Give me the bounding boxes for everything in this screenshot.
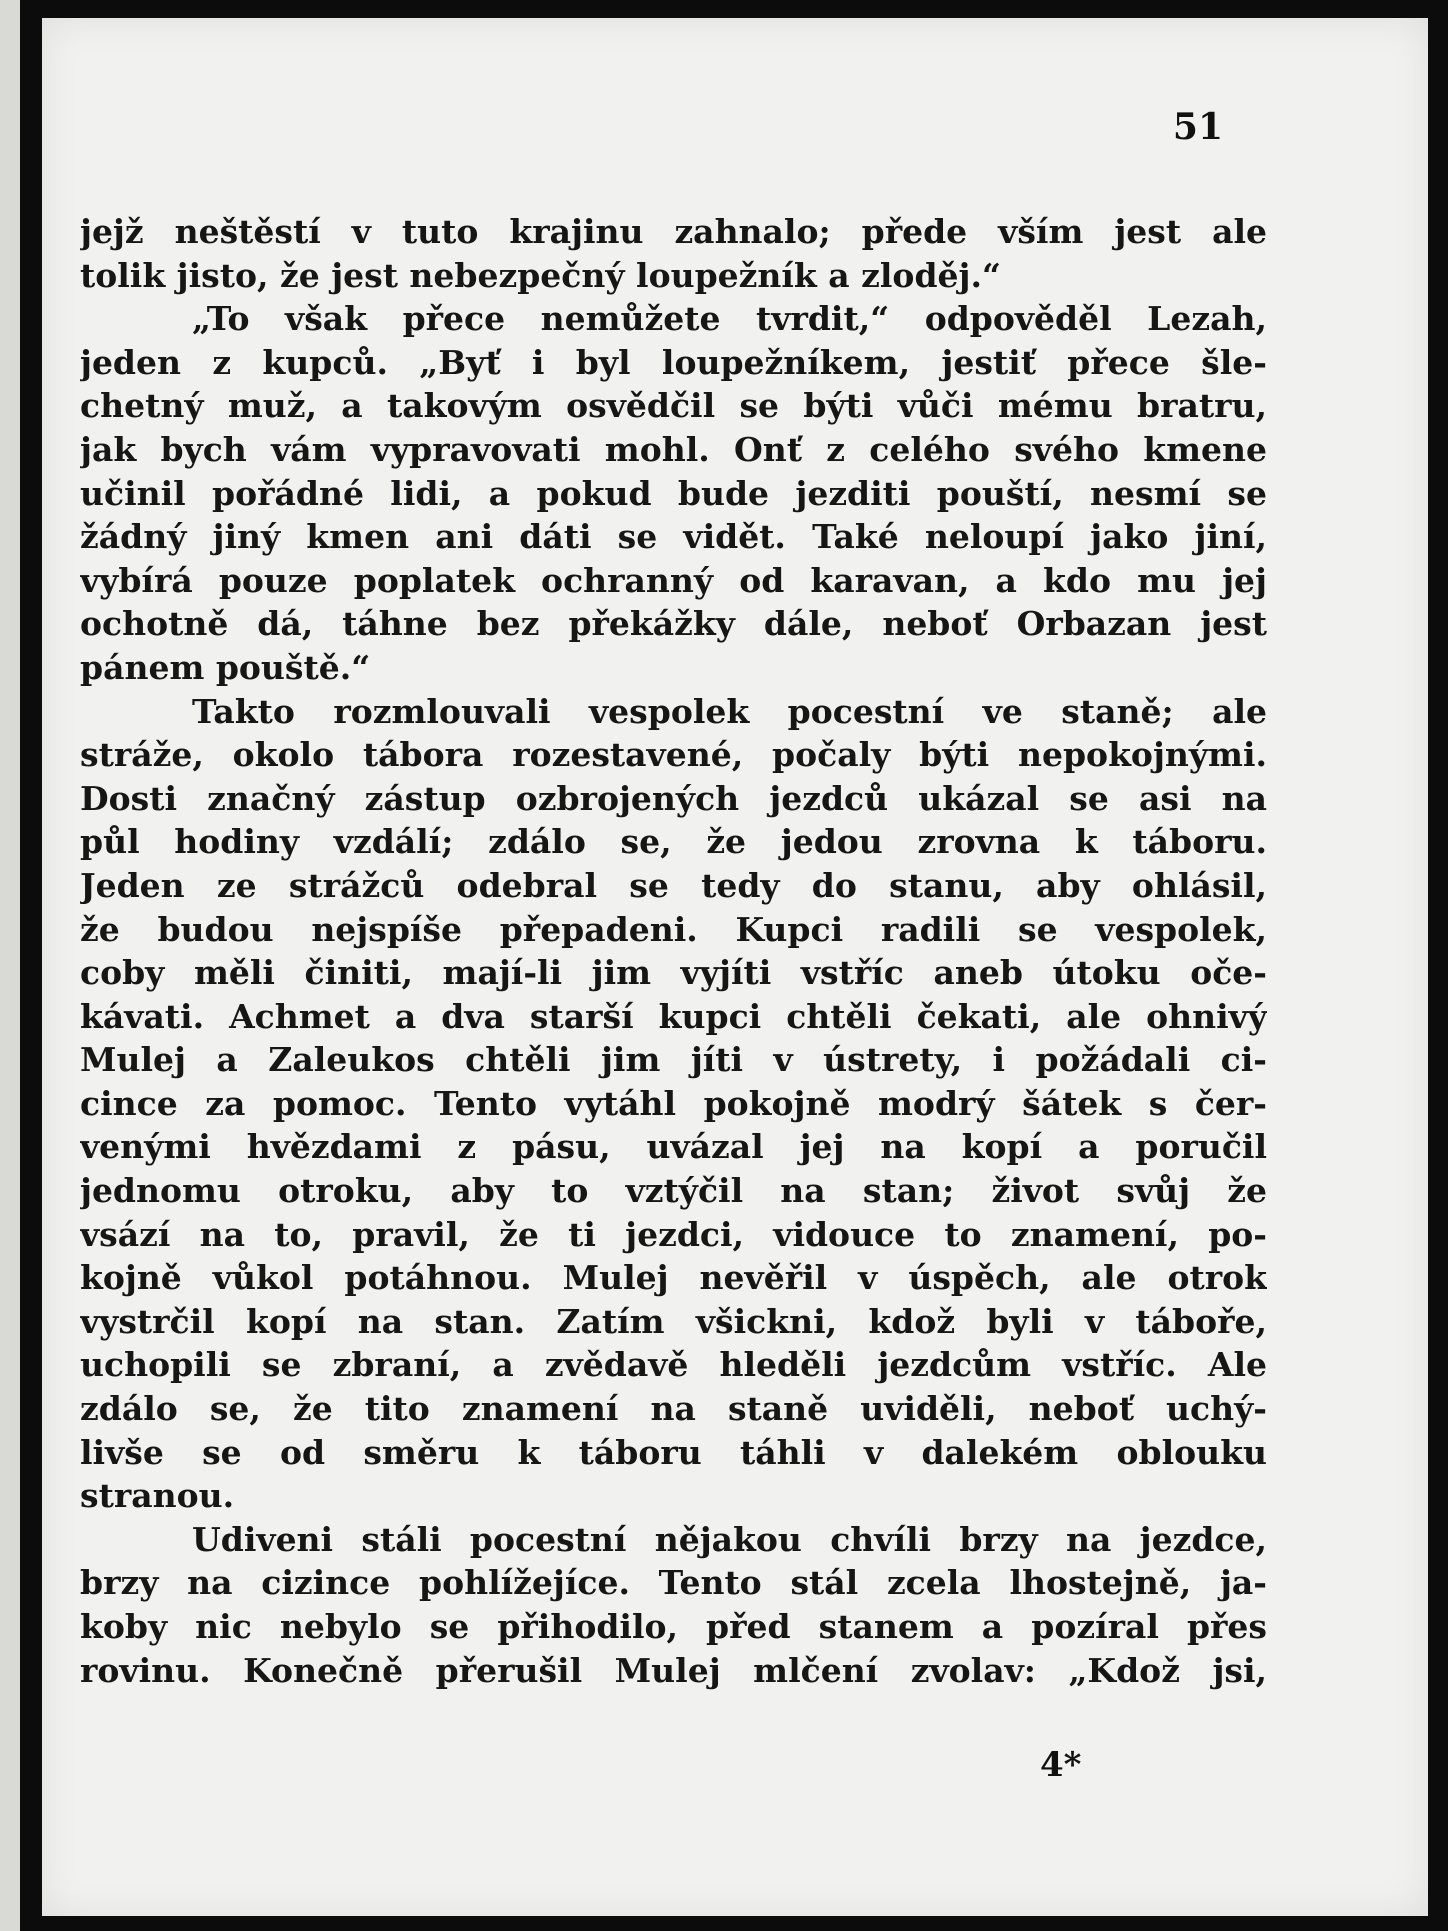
- text-line: livše se od směru k táboru táhli v dalekém oblouku: [80, 1432, 1267, 1472]
- text-line: vystrčil kopí na stan. Zatím všickni, kdož byli v táboře,: [80, 1301, 1267, 1341]
- text-line: coby měli činiti, mají-li jim vyjíti vstříc aneb útoku oče-: [80, 953, 1267, 993]
- text-line: jednomu otroku, aby to vztýčil na stan; život svůj že: [80, 1171, 1267, 1211]
- book-page: [42, 18, 1428, 1916]
- text-line: venými hvězdami z pásu, uvázal jej na kopí a poručil: [80, 1127, 1267, 1167]
- text-line: brzy na cizince pohlížejíce. Tento stál zcela lhostejně, ja-: [80, 1563, 1267, 1603]
- text-line: Mulej a Zaleukos chtěli jim jíti v ústrety, i požádali ci-: [80, 1040, 1267, 1080]
- text-line: „To však přece nemůžete tvrdit,“ odpověděl Lezah,: [192, 299, 1267, 339]
- text-line: Udiveni stáli pocestní nějakou chvíli brzy na jezdce,: [192, 1519, 1267, 1559]
- text-line: koby nic nebylo se přihodilo, před stanem a pozíral přes: [80, 1607, 1267, 1646]
- text-line: kojně vůkol potáhnou. Mulej nevěřil v úspěch, ale otrok: [80, 1258, 1267, 1298]
- signature-mark: 4*: [1040, 1745, 1082, 1785]
- text-line: Jeden ze strážců odebral se tedy do stanu, aby ohlásil,: [80, 865, 1267, 905]
- text-line: kávati. Achmet a dva starší kupci chtěli čekati, ale ohnivý: [80, 996, 1267, 1036]
- text-line: ochotně dá, táhne bez překážky dále, neboť Orbazan jest: [80, 604, 1267, 644]
- text-line: pánem pouště.“: [80, 647, 371, 687]
- text-line: žádný jiný kmen ani dáti se vidět. Také neloupí jako jiní,: [80, 517, 1267, 557]
- text-line: stranou.: [80, 1476, 235, 1516]
- text-line: zdálo se, že tito znamení na staně uviděli, neboť uchý-: [80, 1389, 1267, 1429]
- text-line: jeden z kupců. „Byť i byl loupežníkem, jestiť přece šle-: [80, 342, 1267, 382]
- text-line: stráže, okolo tábora rozestavené, počaly býti nepokojnými.: [80, 735, 1267, 775]
- text-line: tolik jisto, že jest nebezpečný loupežník a zloděj.“: [80, 255, 1001, 295]
- text-line: rovinu. Konečně přerušil Mulej mlčení zvolav: „Kdož jsi,: [80, 1650, 1267, 1690]
- text-line: Takto rozmlouvali vespolek pocestní ve staně; ale: [192, 691, 1267, 731]
- text-line: vybírá pouze poplatek ochranný od karavan, a kdo mu jej: [80, 560, 1267, 600]
- page-number: 51: [1172, 106, 1223, 148]
- adjacent-page-edge: [0, 0, 20, 1931]
- text-line: chetný muž, a takovým osvědčil se býti vůči mému bratru,: [80, 386, 1267, 426]
- text-line: učinil pořádné lidi, a pokud bude jezditi pouští, nesmí se: [80, 473, 1267, 513]
- text-line: vsází na to, pravil, že ti jezdci, vidouce to znamení, po-: [80, 1214, 1267, 1254]
- text-line: půl hodiny vzdálí; zdálo se, že jedou zrovna k táboru.: [80, 822, 1267, 862]
- text-line: jejž neštěstí v tuto krajinu zahnalo; přede vším jest ale: [80, 212, 1267, 251]
- body-text: [80, 210, 1267, 1692]
- text-line: jak bych vám vypravovati mohl. Onť z celého svého kmene: [80, 429, 1267, 469]
- text-line: že budou nejspíše přepadeni. Kupci radili se vespolek,: [80, 909, 1267, 949]
- text-line: cince za pomoc. Tento vytáhl pokojně modrý šátek s čer-: [80, 1083, 1267, 1123]
- text-line: Dosti značný zástup ozbrojených jezdců ukázal se asi na: [80, 778, 1267, 818]
- text-line: uchopili se zbraní, a zvědavě hleděli jezdcům vstříc. Ale: [80, 1345, 1267, 1385]
